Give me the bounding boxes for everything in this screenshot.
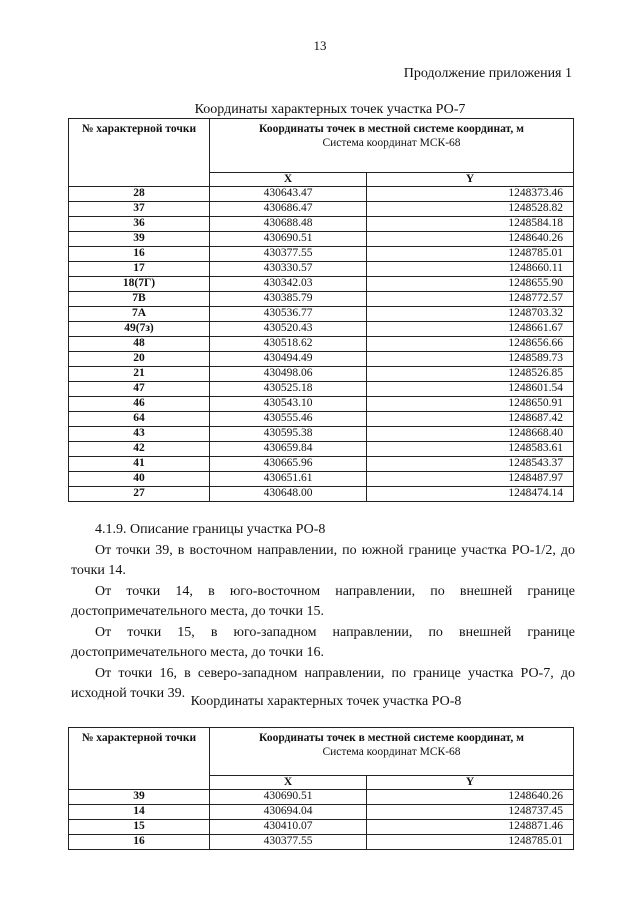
table-row [69,247,574,262]
coord-x: 430690.51 [210,232,367,247]
coord-x: 430690.51 [210,790,367,805]
coord-x: 430665.96 [210,457,367,472]
point-number: 20 [69,352,210,367]
table-row [69,202,574,217]
coord-y: 1248487.97 [367,472,574,487]
table1-body [69,187,574,502]
table1-header-x: X [210,173,367,187]
appendix-note: Продолжение приложения 1 [403,66,572,81]
coord-y: 1248474.14 [367,487,574,502]
coord-x: 430536.77 [210,307,367,322]
table2-coordinates [68,727,574,850]
coord-x: 430686.47 [210,202,367,217]
coord-x: 430595.38 [210,427,367,442]
point-number: 43 [69,427,210,442]
table1-header-coords [210,119,574,173]
coord-x: 430498.06 [210,367,367,382]
coord-x: 430377.55 [210,835,367,850]
coord-x: 430543.10 [210,397,367,412]
coord-y: 1248528.82 [367,202,574,217]
table2-header-y: Y [367,776,574,790]
coord-y: 1248656.66 [367,337,574,352]
point-number: 47 [69,382,210,397]
coord-y: 1248668.40 [367,427,574,442]
table-row [69,790,574,805]
coord-y: 1248526.85 [367,367,574,382]
table-row [69,820,574,835]
coord-y: 1248584.18 [367,217,574,232]
coord-y: 1248871.46 [367,820,574,835]
point-number: 16 [69,835,210,850]
table-row [69,472,574,487]
coord-y: 1248785.01 [367,835,574,850]
coord-y: 1248772.57 [367,292,574,307]
point-number: 15 [69,820,210,835]
point-number: 48 [69,337,210,352]
description-paragraph: От точки 14, в юго-восточном направлении, по внешней границе достопримечательного места, до точки 15. [71,583,575,619]
table-row [69,412,574,427]
coord-x: 430648.00 [210,487,367,502]
description-heading: 4.1.9. Описание границы участка РО-8 [95,522,326,537]
table-row [69,187,574,202]
description-paragraph: От точки 15, в юго-западном направлении, по внешней границе достопримечательного места, до точки 16. [71,624,575,660]
table-row [69,262,574,277]
coord-x: 430494.49 [210,352,367,367]
point-number: 7В [69,292,210,307]
coord-y: 1248601.54 [367,382,574,397]
point-number: 27 [69,487,210,502]
coord-x: 430525.18 [210,382,367,397]
point-number: 39 [69,790,210,805]
table-row [69,427,574,442]
point-number: 28 [69,187,210,202]
point-number: 41 [69,457,210,472]
coord-x: 430518.62 [210,337,367,352]
description-paragraph: От точки 16, в северо-западном направлении, по границе участка РО-7, до исходной точки 39. [71,665,575,701]
point-number: 37 [69,202,210,217]
point-number: 64 [69,412,210,427]
table2-header-coords [210,728,574,776]
coord-x: 430385.79 [210,292,367,307]
table2-title: Координаты характерных точек участка РО-8 [190,694,462,709]
table2-body [69,790,574,850]
point-number: 42 [69,442,210,457]
table-row [69,277,574,292]
table2-header-x: X [210,776,367,790]
coord-y: 1248703.32 [367,307,574,322]
table-row [69,292,574,307]
point-number: 14 [69,805,210,820]
table-row [69,487,574,502]
table-row [69,442,574,457]
coord-y: 1248583.61 [367,442,574,457]
coord-x: 430555.46 [210,412,367,427]
coord-x: 430410.07 [210,820,367,835]
coord-x: 430377.55 [210,247,367,262]
point-number: 7А [69,307,210,322]
table2-header-system: Система координат МСК-68 [322,745,461,758]
table-row [69,322,574,337]
point-number: 36 [69,217,210,232]
table-row [69,352,574,367]
point-number: 49(7з) [69,322,210,337]
coord-x: 430342.03 [210,277,367,292]
table-row [69,232,574,247]
table1-header-system: Система координат МСК-68 [322,136,461,149]
coord-x: 430651.61 [210,472,367,487]
coord-y: 1248640.26 [367,790,574,805]
table2-header-coords-title: Координаты точек в местной системе координат, м [259,732,524,744]
coord-x: 430688.48 [210,217,367,232]
table1-header-y: Y [367,173,574,187]
table1-title: Координаты характерных точек участка РО-7 [194,102,466,117]
page-number: 13 [313,38,327,53]
table-row [69,835,574,850]
coord-y: 1248640.26 [367,232,574,247]
coord-y: 1248373.46 [367,187,574,202]
table1-header-coords-title: Координаты точек в местной системе координат, м [259,123,524,135]
coord-y: 1248661.67 [367,322,574,337]
table-row [69,397,574,412]
coord-y: 1248543.37 [367,457,574,472]
coord-y: 1248650.91 [367,397,574,412]
table-row [69,337,574,352]
coord-x: 430643.47 [210,187,367,202]
coord-y: 1248589.73 [367,352,574,367]
coord-y: 1248687.42 [367,412,574,427]
point-number: 46 [69,397,210,412]
boundary-description [71,520,575,705]
point-number: 18(7Г) [69,277,210,292]
coord-x: 430520.43 [210,322,367,337]
point-number: 16 [69,247,210,262]
point-number: 39 [69,232,210,247]
table-row [69,805,574,820]
table2-header-point: № характерной точки [69,728,210,790]
table1-coordinates [68,118,574,502]
table-row [69,367,574,382]
description-paragraph: От точки 39, в восточном направлении, по южной границе участка РО-1/2, до точки 14. [71,542,575,578]
coord-y: 1248785.01 [367,247,574,262]
table-row [69,457,574,472]
coord-x: 430330.57 [210,262,367,277]
coord-y: 1248660.11 [367,262,574,277]
coord-y: 1248655.90 [367,277,574,292]
coord-x: 430694.04 [210,805,367,820]
table1-header-point: № характерной точки [69,119,210,187]
table-row [69,382,574,397]
point-number: 21 [69,367,210,382]
point-number: 17 [69,262,210,277]
point-number: 40 [69,472,210,487]
coord-x: 430659.84 [210,442,367,457]
coord-y: 1248737.45 [367,805,574,820]
table-row [69,307,574,322]
table-row [69,217,574,232]
